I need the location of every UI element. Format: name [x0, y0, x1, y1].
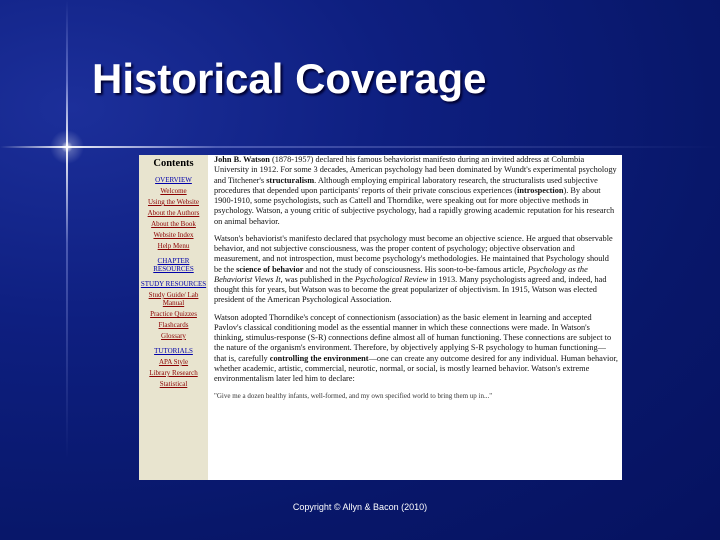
sidebar-item-chapter-resources[interactable]: CHAPTER RESOURCES	[153, 257, 194, 273]
decorative-glow-vertical	[66, 0, 68, 540]
paragraph-watson-intro: John B. Watson (1878-1957) declared his famous behaviorist manifesto during an invited address at Columbia University in 1912. For some 3 decades, American psychology had been dominated by Wundt's experimental psychology and Titchener's structuralism. Although employing empirical laboratory research, the structuralists used subjective procedures that depended upon participants' reports of their private conscious experiences (introspection). By about 1900-1910, some psychologists, such as Cattell and Thorndike, were speaking out for more objective methods in psychology. Watson, a young critic of subjective psychology, had a rapidly growing academic reputation for his research on animal behavior.	[214, 155, 617, 226]
sidebar-item-practice-quizzes[interactable]: Practice Quizzes	[150, 310, 197, 318]
paragraph-behaviorist-manifesto: Watson's behaviorist's manifesto declared that psychology must become an objective science. He argued that observable behavior, and not subjective consciousness, was the proper content of psychology; objective observation and measurement, and not introspection, must become psychology's methodologies. He maintained that Psychology should be the science of behavior and not the study of consciousness. His soon-to-be-famous article, Psychology as the Behaviorist Views It, was published in the Psychological Review in 1913. Many psychologists agreed and, indeed, had thought this for years, but Watson was to become the great popularizer of objectivism. In 1915, Watson was elected president of the American Psychological Association.	[214, 233, 613, 305]
sidebar-item-help-menu[interactable]: Help Menu	[157, 242, 190, 250]
sidebar-item-about-the-book[interactable]: About the Book	[151, 220, 196, 228]
sidebar-items	[139, 176, 208, 388]
website-screenshot	[139, 155, 622, 480]
sidebar-item-tutorials[interactable]: TUTORIALS	[154, 347, 193, 355]
cut-off-quote: "Give me a dozen healthy infants, well-formed, and my own specified world to bring them up in..."	[214, 392, 493, 401]
sidebar-item-using-the-website[interactable]: Using the Website	[147, 198, 200, 206]
sidebar-item-glossary[interactable]: Glossary	[161, 332, 186, 340]
paragraph-lead: John B. Watson	[214, 155, 270, 164]
website-content	[214, 155, 618, 480]
paragraph-connectionism: Watson adopted Thorndike's concept of connectionism (association) as the basic element in learning and accepted Pavlov's classical conditioning model as the essential manner in which these connections were made. In Watson's thinking, stimulus-response (S-R) connections define almost all of human functioning. These connections are subject to the nature of the organism's environment. Therefore, by objectively applying S-R psychology to human functioning—that is, carefully controlling the environment—one can create any outcome desired for any individual. Human behavior, whether academic, artistic, commercial, neurotic, normal, or social, is mostly learned behavior. Watson's extreme environmentalism later led him to declare:	[214, 312, 618, 383]
website-sidebar	[139, 155, 208, 480]
sidebar-item-about-the-authors[interactable]: About the Authors	[147, 209, 200, 217]
sidebar-item-apa-style[interactable]: APA Style	[158, 358, 189, 366]
slide-title: Historical Coverage	[92, 55, 487, 102]
sidebar-item-flashcards[interactable]: Flashcards	[158, 321, 189, 329]
sidebar-item-welcome[interactable]: Welcome	[160, 187, 187, 195]
sidebar-item-overview[interactable]: OVERVIEW	[155, 176, 192, 184]
decorative-glow-star	[47, 127, 87, 167]
sidebar-item-study-resources[interactable]: STUDY RESOURCES	[140, 280, 207, 288]
copyright-notice: Copyright © Allyn & Bacon (2010)	[292, 502, 428, 512]
sidebar-item-statistical[interactable]: Statistical	[159, 380, 188, 388]
sidebar-heading: Contents	[153, 158, 194, 169]
sidebar-item-website-index[interactable]: Website Index	[153, 231, 194, 239]
decorative-glow-horizontal	[0, 146, 720, 148]
sidebar-item-study-guide-lab-manual[interactable]: Study Guide/ Lab Manual	[148, 291, 199, 307]
sidebar-item-library-research[interactable]: Library Research	[149, 369, 198, 377]
